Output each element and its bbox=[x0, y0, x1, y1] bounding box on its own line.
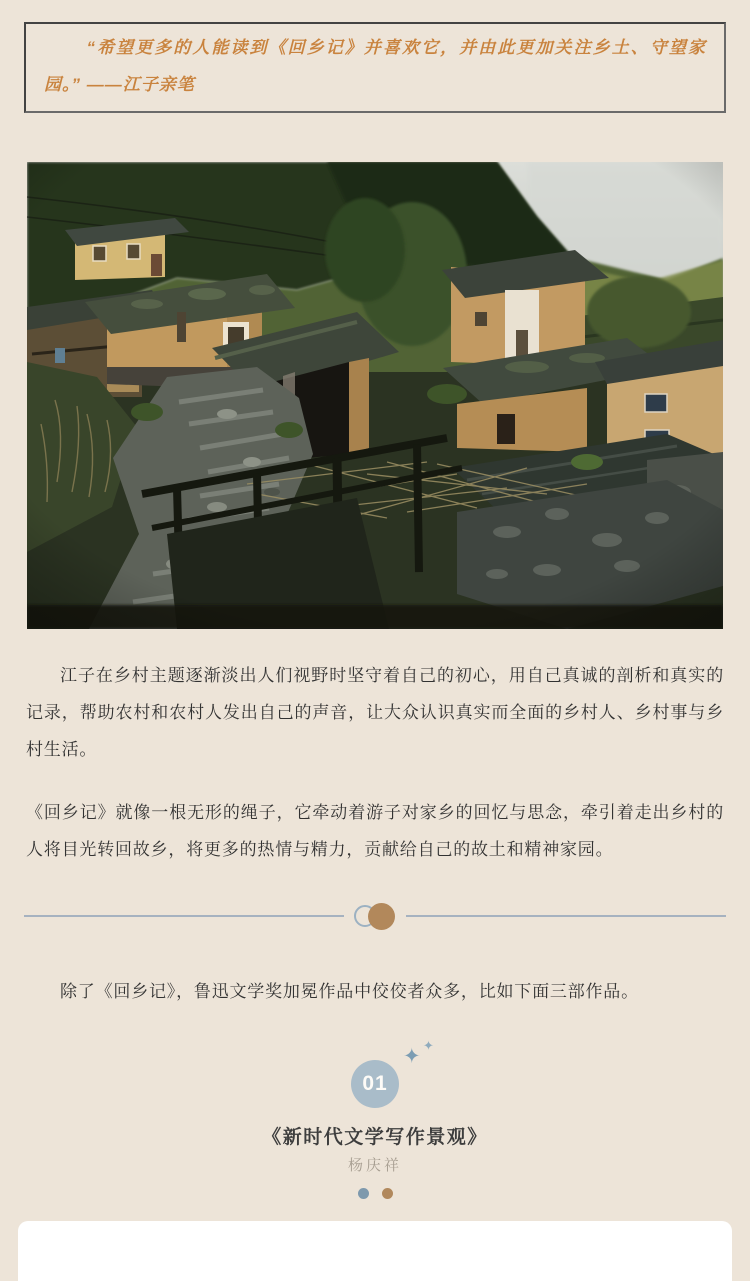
section-badge bbox=[351, 1038, 434, 1108]
book-title: 《新时代文学写作景观》 bbox=[262, 1127, 488, 1149]
village-photo-illustration bbox=[27, 162, 723, 629]
carousel-dot[interactable] bbox=[382, 1188, 393, 1199]
book-author: 杨庆祥 bbox=[347, 1156, 402, 1174]
next-card bbox=[18, 1221, 732, 1281]
divider-center-ornament bbox=[354, 902, 396, 930]
divider-line-left bbox=[24, 915, 344, 917]
carousel-dots bbox=[0, 1188, 750, 1199]
section-divider bbox=[24, 902, 726, 930]
divider-dot-icon bbox=[368, 903, 395, 930]
article-paragraph: 《回乡记》就像一根无形的绳子，它牵动着游子对家乡的回忆与思念，牵引着走出乡村的人将目光转回故乡，将更多的热情与精力，贡献给自己的故土和精神家园。 bbox=[26, 802, 724, 859]
carousel-dot[interactable] bbox=[358, 1188, 369, 1199]
village-photo[interactable] bbox=[27, 162, 723, 629]
badge-number: 01 bbox=[362, 1072, 388, 1096]
sparkle-icon: ✦ bbox=[403, 1045, 421, 1069]
article-paragraph: 江子在乡村主题逐渐淡出人们视野时坚守着自己的初心，用自己真诚的剖析和真实的记录，帮助农村和农村人发出自己的声音，让大众认识真实而全面的乡村人、乡村事与乡村生活。 bbox=[26, 665, 724, 759]
divider-line-right bbox=[406, 915, 726, 917]
sparkle-icon: ✦ bbox=[423, 1038, 434, 1054]
quote-text: “希望更多的人能读到《回乡记》并喜欢它，并由此更加关注乡土、守望家园。” ——江子亲笔 bbox=[44, 38, 706, 95]
quote-box bbox=[24, 22, 726, 113]
badge-circle bbox=[351, 1060, 399, 1108]
article-paragraph: 除了《回乡记》，鲁迅文学奖加冕作品中佼佼者众多，比如下面三部作品。 bbox=[60, 982, 639, 1002]
